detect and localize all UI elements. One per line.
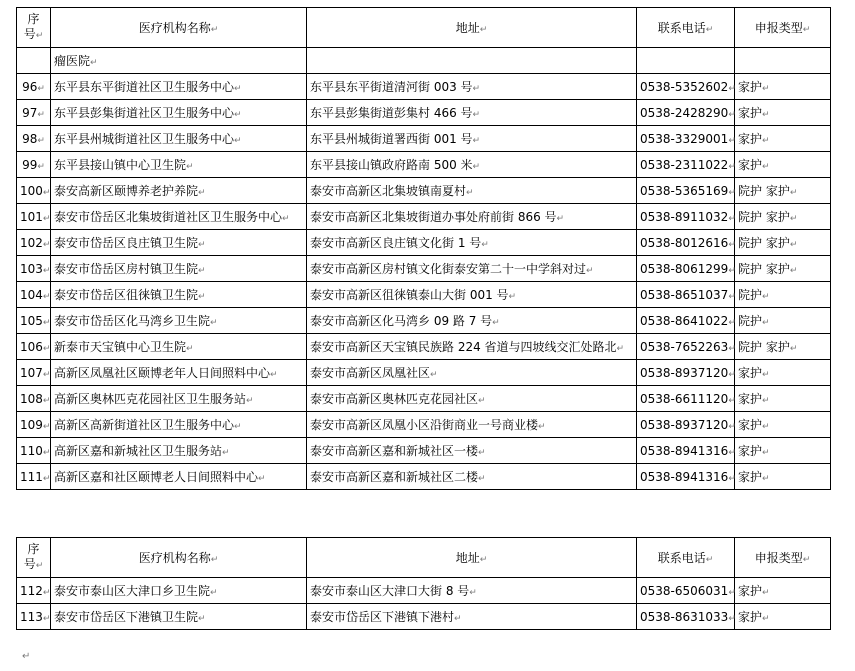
table-row [17, 256, 831, 282]
cell-phone: 0538-8651037↵ [637, 282, 735, 308]
table-row [17, 152, 831, 178]
cell-type: 家护↵ [735, 100, 831, 126]
table-header-row [17, 8, 831, 48]
cell-type: 家护↵ [735, 152, 831, 178]
cell-num: 97↵ [17, 100, 51, 126]
cell-phone [637, 48, 735, 74]
cell-name: 泰安高新区颐博养老护养院↵ [51, 178, 307, 204]
cell-name: 东平县州城街道社区卫生服务中心↵ [51, 126, 307, 152]
table-row [17, 386, 831, 412]
header-num: 序 号↵ [17, 8, 51, 48]
cell-type: 家护↵ [735, 438, 831, 464]
cell-phone: 0538-8631033↵ [637, 604, 735, 630]
cell-address: 泰安市泰山区大津口大街 8 号↵ [307, 578, 637, 604]
cell-phone: 0538-6506031↵ [637, 578, 735, 604]
cell-name: 高新区嘉和社区颐博老人日间照料中心↵ [51, 464, 307, 490]
table-row [17, 438, 831, 464]
cell-name: 泰安市岱岳区北集坡街道社区卫生服务中心↵ [51, 204, 307, 230]
institutions-table-2 [16, 537, 831, 630]
cell-address: 泰安市高新区凤凰社区↵ [307, 360, 637, 386]
cell-name: 泰安市泰山区大津口乡卫生院↵ [51, 578, 307, 604]
table-row [17, 204, 831, 230]
table-row [17, 308, 831, 334]
cell-phone: 0538-8061299↵ [637, 256, 735, 282]
table-row [17, 230, 831, 256]
cell-num: 96↵ [17, 74, 51, 100]
cell-type: 家护↵ [735, 464, 831, 490]
cell-address: 泰安市高新区化马湾乡 09 路 7 号↵ [307, 308, 637, 334]
cell-name: 泰安市岱岳区下港镇卫生院↵ [51, 604, 307, 630]
table-row [17, 604, 831, 630]
cell-type: 家护↵ [735, 74, 831, 100]
cell-type: 院护 家护↵ [735, 230, 831, 256]
cell-address: 泰安市高新区良庄镇文化街 1 号↵ [307, 230, 637, 256]
cell-name: 高新区奥林匹克花园社区卫生服务站↵ [51, 386, 307, 412]
table-row [17, 334, 831, 360]
table-row [17, 412, 831, 438]
header-address: 地址↵ [307, 8, 637, 48]
cell-num [17, 48, 51, 74]
cell-phone: 0538-8941316↵ [637, 438, 735, 464]
cell-phone: 0538-7652263↵ [637, 334, 735, 360]
cell-phone: 0538-8911032↵ [637, 204, 735, 230]
cell-name: 高新区高新街道社区卫生服务中心↵ [51, 412, 307, 438]
cell-name: 泰安市岱岳区良庄镇卫生院↵ [51, 230, 307, 256]
cell-num: 106↵ [17, 334, 51, 360]
header-name: 医疗机构名称↵ [51, 538, 307, 578]
cell-num: 104↵ [17, 282, 51, 308]
cell-address: 泰安市高新区北集坡街道办事处府前街 866 号↵ [307, 204, 637, 230]
cell-address: 东平县州城街道署西街 001 号↵ [307, 126, 637, 152]
cell-num: 98↵ [17, 126, 51, 152]
cell-num: 110↵ [17, 438, 51, 464]
cell-address: 泰安市高新区徂徕镇泰山大街 001 号↵ [307, 282, 637, 308]
table-header-row [17, 538, 831, 578]
cell-type: 院护 家护↵ [735, 178, 831, 204]
header-name: 医疗机构名称↵ [51, 8, 307, 48]
cell-address: 泰安市高新区奥林匹克花园社区↵ [307, 386, 637, 412]
cell-num: 109↵ [17, 412, 51, 438]
cell-name: 高新区凤凰社区颐博老年人日间照料中心↵ [51, 360, 307, 386]
cell-num: 103↵ [17, 256, 51, 282]
cell-phone: 0538-6611120↵ [637, 386, 735, 412]
cell-phone: 0538-8941316↵ [637, 464, 735, 490]
cell-name: 泰安市岱岳区化马湾乡卫生院↵ [51, 308, 307, 334]
table-row [17, 464, 831, 490]
header-type: 申报类型↵ [735, 538, 831, 578]
cell-phone: 0538-8937120↵ [637, 360, 735, 386]
cell-name: 高新区嘉和新城社区卫生服务站↵ [51, 438, 307, 464]
cell-name: 新泰市天宝镇中心卫生院↵ [51, 334, 307, 360]
cell-num: 108↵ [17, 386, 51, 412]
cell-address: 东平县接山镇政府路南 500 米↵ [307, 152, 637, 178]
cell-phone: 0538-2428290↵ [637, 100, 735, 126]
cell-type: 家护↵ [735, 578, 831, 604]
table-row [17, 100, 831, 126]
cell-num: 102↵ [17, 230, 51, 256]
cell-num: 113↵ [17, 604, 51, 630]
cell-name: 瘤医院↵ [51, 48, 307, 74]
cell-num: 111↵ [17, 464, 51, 490]
paragraph-mark: ↵ [22, 651, 31, 662]
header-num: 序 号↵ [17, 538, 51, 578]
cell-num: 101↵ [17, 204, 51, 230]
cell-name: 东平县彭集街道社区卫生服务中心↵ [51, 100, 307, 126]
cell-type: 院护 家护↵ [735, 334, 831, 360]
cell-phone: 0538-8937120↵ [637, 412, 735, 438]
cell-phone: 0538-3329001↵ [637, 126, 735, 152]
cell-address: 泰安市高新区凤凰小区沿街商业一号商业楼↵ [307, 412, 637, 438]
cell-name: 泰安市岱岳区房村镇卫生院↵ [51, 256, 307, 282]
cell-address: 泰安市岱岳区下港镇下港村↵ [307, 604, 637, 630]
cell-address: 泰安市高新区嘉和新城社区二楼↵ [307, 464, 637, 490]
cell-name: 东平县东平街道社区卫生服务中心↵ [51, 74, 307, 100]
cell-type: 家护↵ [735, 126, 831, 152]
cell-name: 泰安市岱岳区徂徕镇卫生院↵ [51, 282, 307, 308]
cell-phone: 0538-8012616↵ [637, 230, 735, 256]
cell-type: 院护↵ [735, 308, 831, 334]
cell-type: 院护↵ [735, 282, 831, 308]
cell-type: 院护 家护↵ [735, 204, 831, 230]
cell-num: 105↵ [17, 308, 51, 334]
cell-type: 家护↵ [735, 386, 831, 412]
cell-num: 100↵ [17, 178, 51, 204]
table-row [17, 282, 831, 308]
cell-phone: 0538-5365169↵ [637, 178, 735, 204]
table-row [17, 178, 831, 204]
table-row [17, 74, 831, 100]
cell-address: 泰安市高新区房村镇文化街泰安第二十一中学斜对过↵ [307, 256, 637, 282]
table-row [17, 360, 831, 386]
cell-type: 院护 家护↵ [735, 256, 831, 282]
cell-address: 泰安市高新区北集坡镇南夏村↵ [307, 178, 637, 204]
cell-address: 东平县彭集街道彭集村 466 号↵ [307, 100, 637, 126]
cell-phone: 0538-8641022↵ [637, 308, 735, 334]
institutions-table-1 [16, 7, 831, 490]
cell-type: 家护↵ [735, 360, 831, 386]
cell-num: 99↵ [17, 152, 51, 178]
table-row-continued [17, 48, 831, 74]
cell-name: 东平县接山镇中心卫生院↵ [51, 152, 307, 178]
header-phone: 联系电话↵ [637, 8, 735, 48]
cell-phone: 0538-2311022↵ [637, 152, 735, 178]
cell-type: 家护↵ [735, 604, 831, 630]
header-phone: 联系电话↵ [637, 538, 735, 578]
cell-phone: 0538-5352602↵ [637, 74, 735, 100]
header-type: 申报类型↵ [735, 8, 831, 48]
cell-address: 泰安市高新区天宝镇民族路 224 省道与四坡线交汇处路北↵ [307, 334, 637, 360]
cell-num: 112↵ [17, 578, 51, 604]
cell-address: 泰安市高新区嘉和新城社区一楼↵ [307, 438, 637, 464]
table-row [17, 126, 831, 152]
cell-address [307, 48, 637, 74]
cell-type [735, 48, 831, 74]
cell-type: 家护↵ [735, 412, 831, 438]
header-address: 地址↵ [307, 538, 637, 578]
table-row [17, 578, 831, 604]
cell-address: 东平县东平街道清河街 003 号↵ [307, 74, 637, 100]
cell-num: 107↵ [17, 360, 51, 386]
